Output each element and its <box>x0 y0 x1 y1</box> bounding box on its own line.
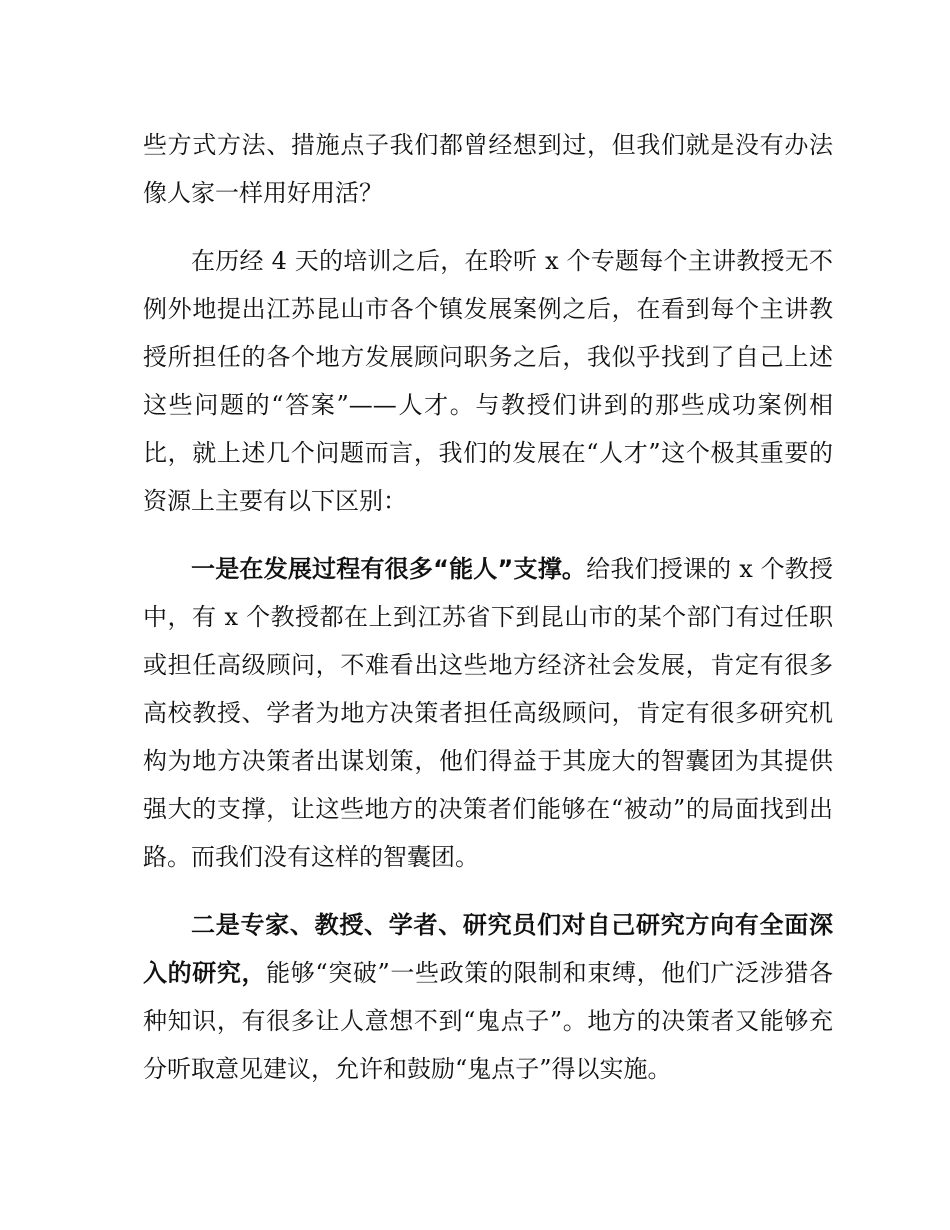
document-page <box>143 121 833 1093</box>
paragraph-4 <box>143 901 833 1093</box>
paragraph-3 <box>143 545 833 881</box>
paragraph-4-text: 能够“突破”一些政策的限制和束缚，他们广泛涉猎各种知识，有很多让人意想不到“鬼点子”。地方的决策者又能够充分听取意见建议，允许和鼓励“鬼点子”得以实施。 <box>143 959 833 1083</box>
paragraph-3-lead: 一是在发展过程有很多“能人”支撑。 <box>191 555 587 583</box>
paragraph-3-text: 给我们授课的 x 个教授中，有 x 个教授都在上到江苏省下到昆山市的某个部门有过任职或担任高级顾问，不难看出这些地方经济社会发展，肯定有很多高校教授、学者为地方决策者担任高级顾问，肯定有很多研究机构为地方决策者出谋划策，他们得益于其庞大的智囊团为其提供强大的支撑，让这些地方的决策者们能够在“被动”的局面找到出路。而我们没有这样的智囊团。 <box>143 555 833 871</box>
paragraph-2-text: 在历经 4 天的培训之后，在聆听 x 个专题每个主讲教授无不例外地提出江苏昆山市各个镇发展案例之后，在看到每个主讲教授所担任的各个地方发展顾问职务之后，我似乎找到了自己上述这些问题的“答案”——人才。与教授们讲到的那些成功案例相比，就上述几个问题而言，我们的发展在“人才”这个极其重要的资源上主要有以下区别： <box>143 247 833 515</box>
paragraph-4-lead: 二是专家、教授、学者、研究员们对自己研究方向有全面深入的研究， <box>143 911 833 987</box>
paragraph-1-text: 些方式方法、措施点子我们都曾经想到过，但我们就是没有办法像人家一样用好用活？ <box>143 131 833 207</box>
paragraph-1 <box>143 121 833 217</box>
paragraph-2 <box>143 237 833 525</box>
